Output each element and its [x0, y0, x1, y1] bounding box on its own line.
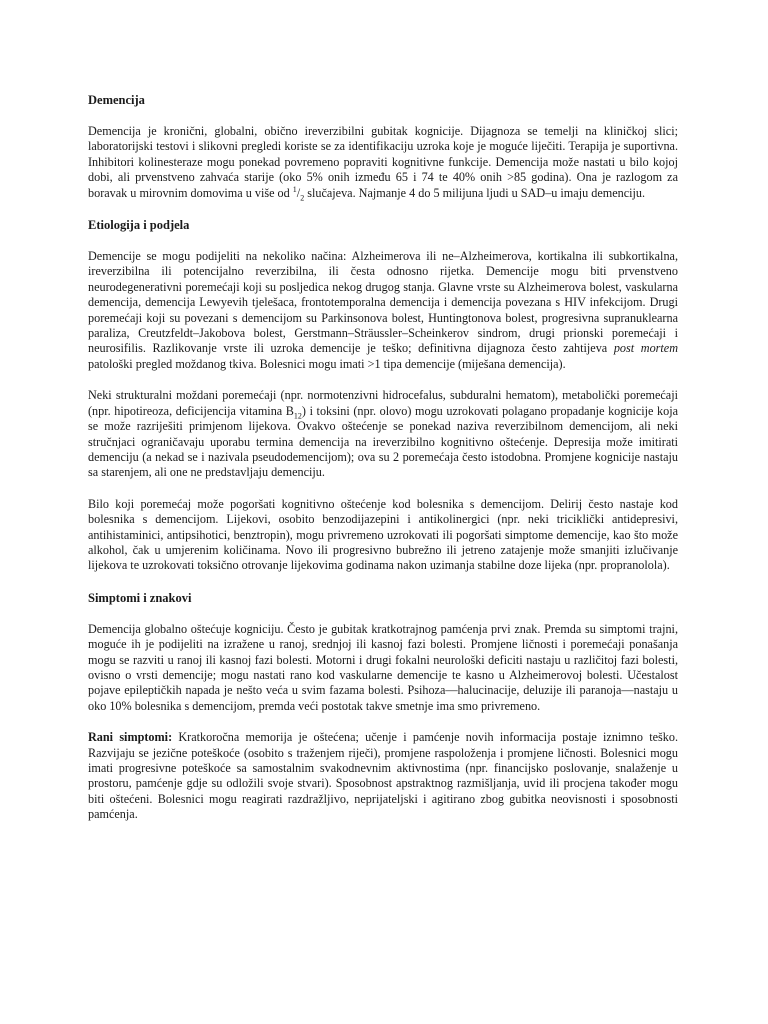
section-heading-demencija: Demencija — [88, 93, 145, 107]
fraction-denominator: 2 — [300, 193, 305, 203]
fraction-numerator: 1 — [292, 184, 297, 194]
paragraph-simptomi-1: Demencija globalno oštećuje kogniciju. Često je gubitak kratkotrajnog pamćenja prvi znak. Premda su simptomi trajni, moguće ih je podijeliti na izražene u ranoj, srednjoj ili kasnoj fazi bolesti. Promjene ličnosti i poremećaji ponašanja mogu se razviti u ranoj ili kasnoj fazi bolesti. Motorni i drugi fokalni neurološki deficiti nastaju u različitoj fazi bolesti, ovisno o vrsti demencije; mogu nastati rano kod vaskularne demencije te kasno u Alzheimerovoj bolesti. Učestalost pojave epileptičkih napada je nešto veća u svim fazama bolesti. Psihoza—halucinacije, deluzije ili paranoja—nastaju u oko 10% bolesnika s demencijom, premda veći postotak takve smetnje ima smo privremeno. — [88, 621, 678, 713]
paragraph-etiologija-2 — [88, 388, 678, 480]
paragraph-etiologija-3: Bilo koji poremećaj može pogoršati kognitivno oštećenje kod bolesnika s demencijom. Delirij često nastaje kod bolesnika s demencijom. Lijekovi, osobito benzodijazepini i antikolinergici (npr. neki triciklički antidepresivi, antihistaminici, antipsihotici, benztropin), mogu privremeno uzrokovati ili pogoršati simptome demencije, kao što može alkohol, čak u umjerenim količinama. Novo ili progresivno bubrežno ili jetreno zatajenje može smanjiti izlučivanje lijekova te uzrokovati toksično otrovanje lijekovima godinama nakon uzimanja stabilne doze lijeka (npr. propranolola). — [88, 496, 678, 573]
document-page — [88, 92, 678, 839]
italic-term: post mortem — [613, 341, 678, 356]
paragraph-text: Demencija je kronični, globalni, obično ireverzibilni gubitak kognicije. Dijagnoza se temelji na kliničkoj slici; laboratorijski testovi i slikovni pregledi koriste se za identifikaciju uzroka koje je moguće liječiti. Terapija je suportivna. Inhibitori kolinesteraze mogu ponekad povremeno popraviti kognitivne funkcije. Demencija može nastati u bilo kojoj dobi, ali prvenstveno zahvaća starije (oko 5% onih između 65 i 74 te 40% onih >85 godina). Ona je razlogom za boravak u mirovnim domovima u više od — [88, 124, 678, 200]
paragraph-demencija-intro — [88, 124, 678, 201]
paragraph-rani-simptomi — [88, 730, 678, 822]
paragraph-etiologija-1 — [88, 249, 678, 372]
section-heading-simptomi: Simptomi i znakovi — [88, 590, 192, 605]
paragraph-text-end: slučajeva. Najmanje 4 do 5 milijuna ljudi u SAD–u imaju demenciju. — [304, 185, 646, 200]
section-heading-etiologija: Etiologija i podjela — [88, 218, 190, 233]
paragraph-text: Demencije se mogu podijeliti na nekoliko načina: Alzheimerova ili ne–Alzheimerova, kortikalna ili subkortikalna, ireverzibilna ili potencijalno reverzibilna, ili česta odnosno rijetka. Demencije mogu biti prvenstveno neurodegenerativni poremećaji koji su posljedica nekog drugog stanja. Glavne vrste su Alzheimerova bolest, vaskularna demencija, demencija Lewyevih tjelešaca, frontotemporalna demencija i demencija povezana s HIV infekcijom. Drugi poremećaji koji su povezani s demencijom su Parkinsonova bolest, Huntingtonova bolest, progresivna supranuklearna paraliza, Creutzfeldt–Jakobova bolest, Gerstmann–Sträussler–Scheinkerov sindrom, drugi prionski poremećaji i neurosifilis. Razlikovanje vrste ili uzroka demencije je teško; definitivna dijagnoza često zahtijeva — [88, 249, 678, 356]
paragraph-text-end: ) i toksini (npr. olovo) mogu uzrokovati polagano propadanje kognicije koja se može razriješiti primjenom lijekova. Ovakvo oštećenje se ponekad naziva reverzibilnom demencijom, ali neki stručnjaci ograničavaju uporabu termina demencija na ireverzibilno kognitivno oštećenje. Depresija može imitirati demenciju (a nekad se i nazivala pseudodemencijom); ova su 2 poremećaja često istodobna. Promjene kognicije nastaju sa starenjem, ali one ne predstavljaju demenciju. — [88, 403, 679, 480]
paragraph-text: Neki strukturalni moždani poremećaji (npr. normotenzivni hidrocefalus, subduralni hematom), metabolički poremećaji (npr. hipotireoza, deficijencija vitamina B — [88, 388, 678, 418]
subscript: 12 — [293, 411, 302, 421]
paragraph-text-end: patološki pregled moždanog tkiva. Bolesnici mogu imati >1 tipa demencije (miješana demencija). — [88, 356, 566, 371]
fraction-separator: / — [296, 185, 301, 200]
paragraph-lead: Rani simptomi: — [88, 730, 173, 745]
paragraph-text: Kratkoročna memorija je oštećena; učenje i pamćenje novih informacija postaje iznimno teško. Razvijaju se jezične poteškoće (osobito s traženjem riječi), promjene raspoloženja i promjene ličnosti. Bolesnici mogu imati progresivne poteškoće sa samostalnim svakodnevnim aktivnostima (npr. financijsko poslovanje, snalaženje u prostoru, pamćenje gdje su odložili svoje stvari). Sposobnost apstraktnog razmišljanja, uvid ili procjena također mogu biti oštećeni. Bolesnici mogu reagirati razdražljivo, neprijateljski i agitirano zbog gubitka neovisnosti i sposobnosti pamćenja. — [88, 730, 678, 822]
